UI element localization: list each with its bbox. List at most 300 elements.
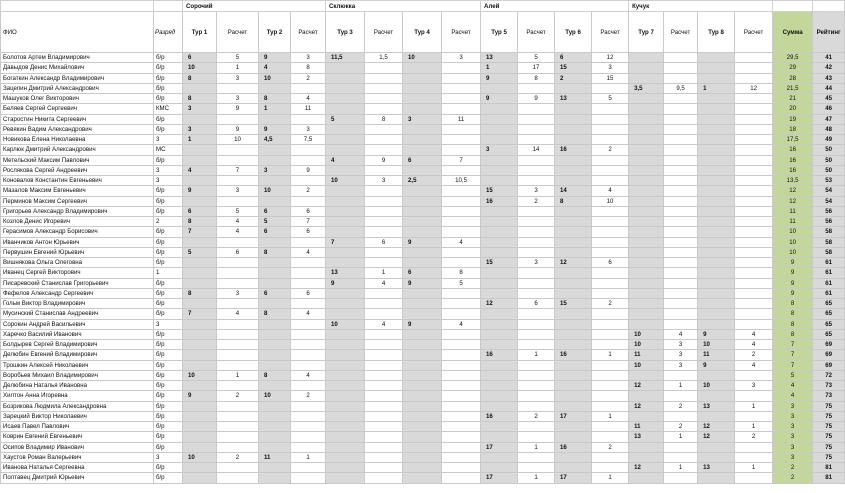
raschet-cell: 4 xyxy=(664,329,698,339)
tur-score-cell: 5 xyxy=(183,247,217,257)
raschet-cell xyxy=(735,319,773,329)
summa-cell: 16 xyxy=(773,145,813,155)
summa-cell: 12 xyxy=(773,186,813,196)
rating-cell: 75 xyxy=(813,442,845,452)
tur-score-cell: 8 xyxy=(183,73,217,83)
summa-cell: 21 xyxy=(773,94,813,104)
tur-score-cell: 12 xyxy=(629,381,664,391)
tur-score-cell: 6 xyxy=(259,288,291,298)
raschet-cell xyxy=(365,83,403,93)
participant-name: Иванчиков Антон Юрьевич xyxy=(1,237,154,247)
participant-rank: б/р xyxy=(154,309,183,319)
tur-score-cell xyxy=(326,217,365,227)
rating-cell: 58 xyxy=(813,247,845,257)
raschet-cell xyxy=(592,114,629,124)
tur-score-cell: 16 xyxy=(555,442,592,452)
participant-name: Исаев Павел Павлович xyxy=(1,422,154,432)
participant-rank: МС xyxy=(154,145,183,155)
rating-cell: 49 xyxy=(813,135,845,145)
raschet-cell: 6 xyxy=(365,237,403,247)
tur-score-cell xyxy=(259,258,291,268)
tur-score-cell xyxy=(259,196,291,206)
raschet-cell xyxy=(518,227,555,237)
participant-rank: б/р xyxy=(154,73,183,83)
tur-score-cell: 9 xyxy=(326,278,365,288)
tur-score-cell xyxy=(326,135,365,145)
tur-score-cell xyxy=(629,73,664,83)
raschet-cell: 2 xyxy=(217,452,259,462)
rating-cell: 58 xyxy=(813,227,845,237)
tur-score-cell xyxy=(183,401,217,411)
raschet-cell xyxy=(592,381,629,391)
raschet-cell: 9,5 xyxy=(664,83,698,93)
tur-score-cell xyxy=(481,155,518,165)
raschet-cell xyxy=(664,309,698,319)
raschet-cell xyxy=(592,83,629,93)
tur-score-cell xyxy=(403,473,442,483)
raschet-cell xyxy=(664,268,698,278)
raschet-cell xyxy=(365,360,403,370)
raschet-cell: 4 xyxy=(365,319,403,329)
participant-name: Григорьев Александр Владимирович xyxy=(1,206,154,216)
raschet-cell xyxy=(365,329,403,339)
participant-rank: б/р xyxy=(154,237,183,247)
raschet-cell: 6 xyxy=(592,258,629,268)
raschet-cell xyxy=(518,422,555,432)
rating-cell: 73 xyxy=(813,381,845,391)
tur-score-cell xyxy=(403,463,442,473)
tur-score-cell xyxy=(629,124,664,134)
raschet-cell: 2 xyxy=(592,145,629,155)
tur-score-cell: 14 xyxy=(555,186,592,196)
tur-score-cell: 11 xyxy=(698,350,735,360)
rating-cell: 73 xyxy=(813,391,845,401)
raschet-cell xyxy=(735,53,773,63)
raschet-cell xyxy=(291,196,326,206)
raschet-cell: 1 xyxy=(217,370,259,380)
tur-score-cell xyxy=(629,247,664,257)
tur-score-cell xyxy=(326,381,365,391)
raschet-cell: 1 xyxy=(735,422,773,432)
raschet-cell: 3 xyxy=(518,258,555,268)
participant-name: Герасимов Александр Борисович xyxy=(1,227,154,237)
tur-score-cell xyxy=(629,319,664,329)
tur-score-cell xyxy=(481,165,518,175)
raschet-cell xyxy=(518,329,555,339)
participant-rank: б/р xyxy=(154,391,183,401)
raschet-cell xyxy=(442,73,481,83)
tur-score-cell xyxy=(403,217,442,227)
raschet-cell xyxy=(365,442,403,452)
tur-score-cell xyxy=(183,268,217,278)
tur-score-cell xyxy=(183,350,217,360)
tur-score-cell xyxy=(403,135,442,145)
raschet-cell xyxy=(592,422,629,432)
tur-score-cell xyxy=(259,350,291,360)
participant-name: Мазалов Максим Евгеньевич xyxy=(1,186,154,196)
summa-cell: 9 xyxy=(773,268,813,278)
table-row xyxy=(1,73,845,83)
tur-score-cell: 16 xyxy=(481,411,518,421)
participant-rank: 3 xyxy=(154,165,183,175)
tur-score-cell xyxy=(629,442,664,452)
tur-score-cell: 13 xyxy=(698,401,735,411)
tur-score-cell: 10 xyxy=(326,319,365,329)
summa-cell: 7 xyxy=(773,360,813,370)
participant-name: Беляев Сергей Сергеевич xyxy=(1,104,154,114)
raschet-cell xyxy=(592,268,629,278)
raschet-cell: 1 xyxy=(518,350,555,360)
participant-rank: б/р xyxy=(154,401,183,411)
tur-score-cell xyxy=(183,278,217,288)
raschet-cell xyxy=(735,196,773,206)
tur-score-cell xyxy=(326,94,365,104)
stage-header-row xyxy=(1,1,845,12)
raschet-cell xyxy=(291,176,326,186)
summa-cell: 11 xyxy=(773,206,813,216)
tur-score-cell xyxy=(326,463,365,473)
tur-score-cell xyxy=(259,411,291,421)
raschet-cell xyxy=(217,83,259,93)
raschet-cell: 2 xyxy=(592,442,629,452)
raschet-cell xyxy=(365,186,403,196)
tur-score-cell xyxy=(183,83,217,93)
raschet-cell xyxy=(365,247,403,257)
participant-rank: б/р xyxy=(154,124,183,134)
tur-score-cell xyxy=(326,258,365,268)
raschet-cell: 9 xyxy=(217,104,259,114)
raschet-cell xyxy=(735,299,773,309)
summa-cell: 16 xyxy=(773,165,813,175)
tur-score-cell xyxy=(629,94,664,104)
tur-score-cell xyxy=(555,452,592,462)
results-body xyxy=(1,1,845,484)
table-row xyxy=(1,360,845,370)
raschet-cell xyxy=(518,381,555,391)
raschet-cell xyxy=(735,411,773,421)
tur-score-cell xyxy=(403,381,442,391)
raschet-header: Расчет xyxy=(592,12,629,53)
tur-score-cell xyxy=(183,155,217,165)
tur-score-cell xyxy=(555,401,592,411)
raschet-cell xyxy=(217,381,259,391)
tur-score-cell xyxy=(481,401,518,411)
tur-score-cell xyxy=(403,350,442,360)
raschet-cell xyxy=(664,94,698,104)
raschet-cell xyxy=(518,278,555,288)
raschet-cell xyxy=(291,401,326,411)
tur-score-cell xyxy=(183,432,217,442)
raschet-cell xyxy=(735,165,773,175)
tur-score-cell xyxy=(481,452,518,462)
tur-score-cell xyxy=(326,196,365,206)
raschet-cell: 11 xyxy=(291,104,326,114)
raschet-cell xyxy=(735,114,773,124)
razryad-header: Разряд xyxy=(154,12,183,53)
tur-score-cell xyxy=(403,299,442,309)
raschet-cell xyxy=(664,165,698,175)
raschet-cell xyxy=(518,114,555,124)
rating-cell: 61 xyxy=(813,288,845,298)
summa-cell: 3 xyxy=(773,411,813,421)
raschet-cell xyxy=(664,155,698,165)
rating-cell: 65 xyxy=(813,309,845,319)
tur-score-cell: 8 xyxy=(259,370,291,380)
tur-score-cell xyxy=(698,135,735,145)
raschet-cell xyxy=(291,350,326,360)
table-row xyxy=(1,94,845,104)
raschet-cell: 3 xyxy=(291,124,326,134)
participant-rank: 3 xyxy=(154,176,183,186)
tur-score-cell xyxy=(403,411,442,421)
table-row xyxy=(1,319,845,329)
tur-score-cell: 12 xyxy=(481,299,518,309)
rating-cell: 54 xyxy=(813,186,845,196)
tur-score-cell xyxy=(326,340,365,350)
raschet-cell xyxy=(365,124,403,134)
tur-score-cell xyxy=(481,463,518,473)
table-row xyxy=(1,217,845,227)
raschet-cell xyxy=(442,329,481,339)
raschet-cell: 6 xyxy=(217,247,259,257)
raschet-cell xyxy=(365,370,403,380)
tur-score-cell xyxy=(555,165,592,175)
rating-cell: 47 xyxy=(813,114,845,124)
raschet-cell xyxy=(291,329,326,339)
raschet-cell: 6 xyxy=(518,299,555,309)
raschet-cell xyxy=(291,340,326,350)
table-row xyxy=(1,135,845,145)
raschet-cell xyxy=(592,165,629,175)
raschet-cell xyxy=(217,329,259,339)
raschet-cell: 6 xyxy=(291,206,326,216)
raschet-cell xyxy=(592,452,629,462)
raschet-cell: 5 xyxy=(217,53,259,63)
tur-score-cell xyxy=(555,422,592,432)
summa-cell: 21,5 xyxy=(773,83,813,93)
tur-score-cell xyxy=(326,422,365,432)
raschet-cell xyxy=(518,104,555,114)
raschet-cell: 2 xyxy=(291,186,326,196)
raschet-cell xyxy=(664,186,698,196)
tur-score-cell: 16 xyxy=(481,350,518,360)
tur-score-cell xyxy=(698,63,735,73)
table-row xyxy=(1,237,845,247)
raschet-cell xyxy=(592,206,629,216)
raschet-cell xyxy=(365,350,403,360)
summa-cell: 3 xyxy=(773,432,813,442)
raschet-cell xyxy=(217,278,259,288)
raschet-cell xyxy=(291,114,326,124)
raschet-cell xyxy=(592,217,629,227)
raschet-cell xyxy=(442,422,481,432)
raschet-cell xyxy=(735,473,773,483)
participant-name: Козлов Денис Игоревич xyxy=(1,217,154,227)
raschet-cell xyxy=(442,165,481,175)
tur-score-cell xyxy=(698,391,735,401)
participant-rank: КМС xyxy=(154,104,183,114)
raschet-cell xyxy=(291,237,326,247)
tur-score-cell xyxy=(555,114,592,124)
tur-score-cell: 3 xyxy=(481,145,518,155)
raschet-cell xyxy=(442,206,481,216)
raschet-cell: 10 xyxy=(592,196,629,206)
raschet-cell xyxy=(217,155,259,165)
tur-score-cell xyxy=(259,473,291,483)
participant-name: Машуков Олег Викторович xyxy=(1,94,154,104)
tur-score-cell xyxy=(403,206,442,216)
tur-score-cell: 10 xyxy=(183,452,217,462)
tur-score-cell: 2 xyxy=(555,73,592,83)
raschet-cell xyxy=(592,176,629,186)
table-row xyxy=(1,463,845,473)
raschet-cell: 1 xyxy=(664,432,698,442)
tur-score-cell xyxy=(259,114,291,124)
raschet-cell xyxy=(735,391,773,401)
tur-score-cell xyxy=(326,63,365,73)
raschet-cell xyxy=(291,422,326,432)
tur-score-cell xyxy=(403,196,442,206)
tur-score-cell xyxy=(555,176,592,186)
participant-rank: б/р xyxy=(154,370,183,380)
tur-score-cell: 12 xyxy=(629,463,664,473)
raschet-cell xyxy=(735,94,773,104)
rating-cell: 48 xyxy=(813,124,845,134)
participant-rank: б/р xyxy=(154,186,183,196)
raschet-cell xyxy=(442,391,481,401)
participant-rank: б/р xyxy=(154,278,183,288)
raschet-cell xyxy=(735,227,773,237)
raschet-cell xyxy=(518,135,555,145)
raschet-cell: 3 xyxy=(291,53,326,63)
tur-score-cell: 8 xyxy=(183,94,217,104)
raschet-cell xyxy=(442,360,481,370)
participant-rank: б/р xyxy=(154,288,183,298)
raschet-cell xyxy=(365,309,403,319)
tur-5-header: Тур 5 xyxy=(481,12,518,53)
tur-score-cell xyxy=(481,176,518,186)
table-row xyxy=(1,83,845,93)
raschet-cell xyxy=(735,278,773,288)
summa-cell: 3 xyxy=(773,452,813,462)
raschet-cell xyxy=(442,145,481,155)
tur-score-cell xyxy=(183,329,217,339)
participant-rank: б/р xyxy=(154,411,183,421)
raschet-cell: 10 xyxy=(217,135,259,145)
raschet-cell xyxy=(291,319,326,329)
raschet-cell: 1 xyxy=(518,442,555,452)
participant-name: Болотов Артем Владимирович xyxy=(1,53,154,63)
participant-name: Мусинский Станислав Андреевич xyxy=(1,309,154,319)
summa-cell: 28 xyxy=(773,73,813,83)
raschet-cell xyxy=(365,104,403,114)
participant-name: Метельский Максим Павлович xyxy=(1,155,154,165)
raschet-cell xyxy=(291,155,326,165)
tur-score-cell xyxy=(481,268,518,278)
rating-cell: 61 xyxy=(813,278,845,288)
tur-score-cell xyxy=(403,124,442,134)
participant-name: Воробьев Михаил Владимирович xyxy=(1,370,154,380)
tur-score-cell xyxy=(629,165,664,175)
tur-score-cell xyxy=(183,381,217,391)
table-row xyxy=(1,176,845,186)
raschet-cell xyxy=(291,463,326,473)
table-row xyxy=(1,124,845,134)
raschet-cell: 3 xyxy=(217,288,259,298)
stage-kuchuk: Кучук xyxy=(629,1,773,12)
tur-score-cell: 16 xyxy=(481,196,518,206)
tur-score-cell xyxy=(698,114,735,124)
raschet-cell: 3 xyxy=(365,176,403,186)
raschet-cell xyxy=(442,350,481,360)
raschet-cell xyxy=(735,206,773,216)
tur-score-cell: 9 xyxy=(259,124,291,134)
rating-cell: 50 xyxy=(813,155,845,165)
tur-score-cell xyxy=(403,145,442,155)
tur-score-cell: 6 xyxy=(403,268,442,278)
table-row xyxy=(1,104,845,114)
tur-score-cell: 10 xyxy=(259,391,291,401)
tur-score-cell xyxy=(183,422,217,432)
raschet-cell xyxy=(592,340,629,350)
tur-score-cell xyxy=(183,114,217,124)
tur-score-cell: 8 xyxy=(555,196,592,206)
tur-score-cell: 3 xyxy=(183,124,217,134)
tur-score-cell xyxy=(555,391,592,401)
participant-rank: б/р xyxy=(154,227,183,237)
raschet-cell xyxy=(291,381,326,391)
raschet-cell xyxy=(217,350,259,360)
participant-name: Первушин Евгений Юрьевич xyxy=(1,247,154,257)
tur-score-cell xyxy=(629,227,664,237)
tur-score-cell xyxy=(259,381,291,391)
tur-score-cell xyxy=(326,309,365,319)
tur-score-cell xyxy=(629,63,664,73)
raschet-cell: 2 xyxy=(664,422,698,432)
tur-score-cell xyxy=(326,73,365,83)
rating-cell: 69 xyxy=(813,350,845,360)
raschet-cell xyxy=(518,319,555,329)
summa-cell: 17,5 xyxy=(773,135,813,145)
raschet-cell: 7 xyxy=(442,155,481,165)
raschet-cell: 4 xyxy=(442,319,481,329)
raschet-cell xyxy=(518,360,555,370)
tur-score-cell xyxy=(698,124,735,134)
tur-score-cell xyxy=(555,329,592,339)
tur-score-cell xyxy=(183,145,217,155)
raschet-cell xyxy=(442,247,481,257)
participant-rank: б/р xyxy=(154,340,183,350)
rating-cell: 50 xyxy=(813,165,845,175)
tur-score-cell xyxy=(698,145,735,155)
raschet-cell xyxy=(664,135,698,145)
raschet-cell: 5 xyxy=(592,94,629,104)
raschet-cell xyxy=(217,411,259,421)
raschet-cell xyxy=(442,258,481,268)
tur-score-cell xyxy=(698,309,735,319)
tur-score-cell xyxy=(326,104,365,114)
tur-score-cell xyxy=(481,432,518,442)
tur-score-cell xyxy=(698,299,735,309)
tur-score-cell: 1 xyxy=(259,104,291,114)
tur-score-cell xyxy=(326,206,365,216)
raschet-cell xyxy=(664,411,698,421)
tur-score-cell xyxy=(629,411,664,421)
raschet-cell xyxy=(664,53,698,63)
tur-score-cell: 4,5 xyxy=(259,135,291,145)
tur-score-cell xyxy=(259,83,291,93)
raschet-cell: 1 xyxy=(592,473,629,483)
